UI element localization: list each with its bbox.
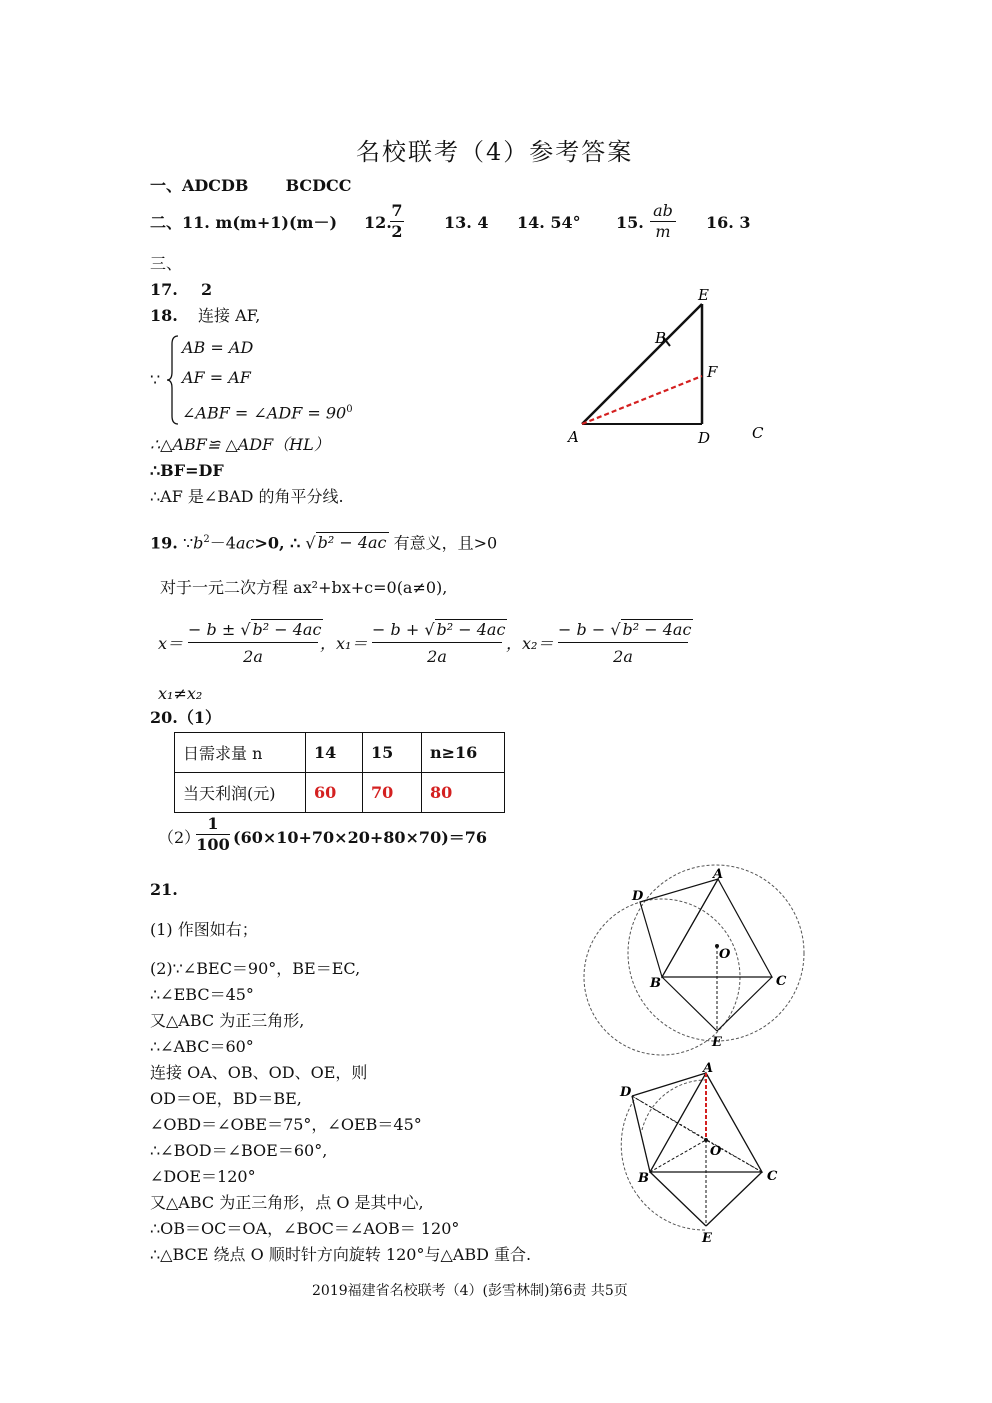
q21-line: ∠DOE＝120° [150,1167,256,1186]
q11-answer: 11. m(m+1)(m－) [182,213,338,232]
label-d: D [632,889,644,904]
q20-part2-num: 1 [196,814,230,835]
q20-part2-expr: (60×10+70×20+80×70)＝76 [233,828,488,847]
q19-x-num-pre: − b ± [188,620,236,639]
q14-answer: 14. 54° [517,213,581,232]
table-cell: 14 [306,733,363,773]
q18-conclusion1: ∴△ABF≌ △ADF（HL） [150,435,330,454]
q13-answer: 13. 4 [444,213,489,232]
q18-cond3: ∠ABF = ∠ADF = 90 [182,403,347,423]
label-b: B [655,329,667,347]
q21-line: ∠OBD＝∠OBE＝75°，∠OEB＝45° [150,1115,422,1134]
q21-line: 又△ABC 为正三角形, [150,1011,305,1030]
label-c: C [752,424,764,442]
section1-label: 一、 [150,176,183,195]
q19-x1-fraction: − b + √ b² − 4ac 2a [372,620,506,666]
q20-part2-label: （2） [158,828,201,847]
section1-line [150,176,352,196]
q18-number: 18. [150,306,178,325]
q12-denominator: 2 [391,222,403,241]
q20-number: 20.（1） [150,708,221,727]
q21-line: 连接 OA、OB、OD、OE，则 [150,1063,368,1082]
q19-x2-fraction: − b − √ b² − 4ac 2a [558,620,692,666]
q21-line: ∴∠EBC＝45° [150,985,254,1004]
q19-x-label: x＝ [158,634,184,653]
table-cell: 80 [422,773,505,813]
table-row [175,733,505,773]
q19-b: b [193,533,204,553]
q19-line2: 对于一元二次方程 ax²+bx+c=0(a≠0), [160,578,448,597]
q21-line: ∴∠ABC＝60° [150,1037,254,1056]
q21-line: ∴△BCE 绕点 O 顺时针方向旋转 120°与△ABD 重合. [150,1245,532,1264]
q12-label: 12. [364,213,392,232]
q21-line: OD＝OE，BD＝BE, [150,1089,302,1108]
q15-denominator: m [655,222,671,241]
label-b: B [650,976,661,991]
label-o: O [710,1144,722,1159]
q19-because: ∵ [182,533,194,553]
q19-x2-label: ，x₂＝ [506,634,554,653]
label-d: D [620,1085,632,1100]
label-e: E [698,286,709,304]
table-cell: 日需求量 n [175,733,306,773]
q21-line: (2)∵∠BEC＝90°，BE＝EC, [150,959,361,978]
q17-answer: 2 [201,280,213,299]
q19-b-sup: 2 [203,534,210,545]
q19-x2-num-pre: − b − [558,620,606,639]
q21-figure-a [576,856,812,1060]
q19-x-num-sqrt: b² − 4ac [252,620,322,639]
section1-answers-a: ADCDB [182,176,249,195]
q18-cond3-degree: 0 [346,404,353,415]
section1-answers-b: BCDCC [285,176,352,195]
q19-number: 19. [150,533,178,553]
q18-brace [166,334,182,426]
q19-x1-den: 2a [427,647,447,666]
q19-x2-den: 2a [613,647,633,666]
label-d: D [698,429,711,447]
table-cell: 15 [363,733,422,773]
q19-therefore: >0, ∴ [254,533,301,553]
label-f: F [707,363,718,381]
q19-x1-num-sqrt: b² − 4ac [436,620,506,639]
q18-conclusion2: ∴BF=DF [150,461,224,480]
q20-part2-den: 100 [196,835,230,854]
q19-x-fraction: − b ± √ b² − 4ac 2a [188,620,322,666]
table-cell: 70 [363,773,422,813]
section2-label-q11 [150,213,337,233]
table-cell: n≥16 [422,733,505,773]
label-c: C [776,974,787,989]
q19-ac: ac [235,533,255,553]
q18-figure [560,282,780,452]
label-c: C [767,1169,778,1184]
q19-x2-num-sqrt: b² − 4ac [622,620,692,639]
q19-x1-num-pre: − b + [372,620,420,639]
segment-ae [582,304,702,424]
section3-label: 三、 [150,254,183,273]
section2-label: 二、 [150,213,183,232]
q15-label: 15. [616,213,644,232]
q12-numerator: 7 [391,201,403,220]
q19-meaningful: 有意义，且>0 [388,533,498,553]
q19-minus4: －4 [209,533,236,553]
q18-cond1: AB = AD [182,338,254,357]
q18-cond3-line [182,400,353,423]
table-row [175,773,505,813]
table-cell: 60 [306,773,363,813]
label-b: B [638,1171,649,1186]
q18-because: ∵ [150,370,161,389]
q20-part2-fraction [196,814,230,855]
table-cell: 当天利润(元) [175,773,306,813]
q18-cond2: AF = AF [182,368,251,387]
q19-line4: x₁≠x₂ [158,684,203,703]
label-a: A [703,1061,714,1076]
q15-numerator: ab [650,201,676,222]
label-e: E [712,1035,722,1050]
label-o: O [719,947,731,962]
q20-table [174,732,505,813]
label-e: E [702,1231,712,1246]
q21-number: 21. [150,880,178,899]
q18-intro-line [150,306,260,326]
q16-answer: 16. 3 [706,213,751,232]
label-a: A [713,867,724,882]
q19-line1: 19. $\because b^2-4ac>0$, ∴ √ b² − 4ac 有意义，且>0 [150,533,498,553]
q19-x-den: 2a [243,647,263,666]
q17-line [150,280,212,300]
q18-intro: 连接 AF, [198,306,261,325]
page-title: 名校联考（4）参考答案 [356,138,634,166]
q18-conclusion3: ∴AF 是∠BAD 的角平分线. [150,487,344,506]
label-a: A [568,428,579,446]
q19-sqrt: b² − 4ac [317,533,387,553]
q21-line: (1) 作图如右； [150,920,258,939]
q21-figure-b [612,1060,792,1250]
q21-line: ∴∠BOD＝∠BOE＝60°, [150,1141,328,1160]
q15-fraction [650,201,676,242]
page-footer: 2019福建省名校联考（4）(彭雪林制)第6责 共5页 [312,1283,628,1299]
q17-number: 17. [150,280,178,299]
q12-fraction [390,201,404,242]
q21-line: ∴OB＝OC＝OA，∠BOC＝∠AOB＝ 120° [150,1219,460,1238]
segment-af [582,376,702,424]
q19-x1-label: ，x₁＝ [320,634,368,653]
q21-line: 又△ABC 为正三角形，点 O 是其中心, [150,1193,424,1212]
